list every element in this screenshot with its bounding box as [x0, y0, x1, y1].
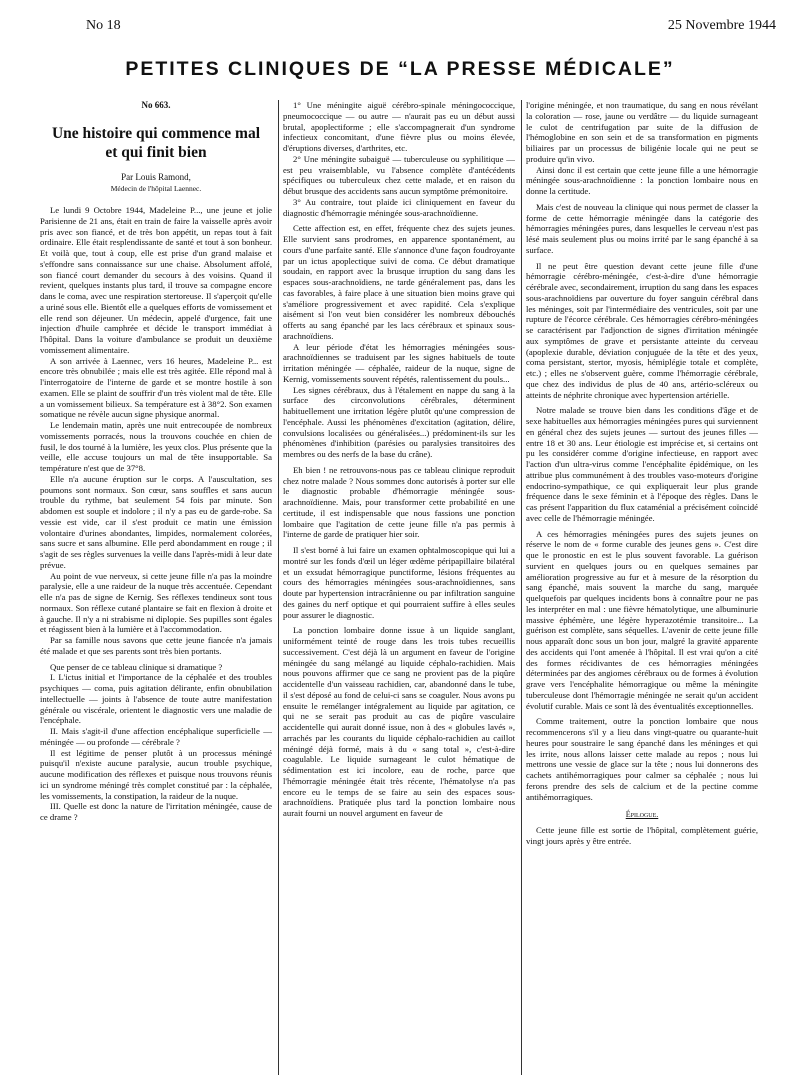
column-3	[526, 100, 758, 1075]
paragraph: Il est légitime de penser plutôt à un processus méningé puisqu'il n'existe aucune paralysie, aucun trouble psychique, aucune modification des réflexes et puisque nous trouvons réunis ici un syndrome méningé très complet constitué par : la céphalée, les vomissements, la constipation, la raideur de la nuque.	[40, 747, 272, 801]
author-affiliation: Médecin de l'hôpital Laennec.	[110, 184, 202, 193]
article-number: No 663.	[141, 100, 171, 110]
paragraph: Le lundi 9 Octobre 1944, Madeleine P..., une jeune et jolie Parisienne de 21 ans, était en train de faire la vaisselle après avoir pris avec son fiancé, et de très bon appétit, un repas tout à fait ordinaire. Elle était resplendissante de santé et tout à son bonheur. Et voilà que, tout à coup, elle est prise d'un grand malaise et s'effondre sans connaissance sur une chaise. Absolument affolé, son fiancé court demander du secours à des voisins. Quand il revient, quelques instants plus tard, il trouve sa compagne encore dans le coma, avec une respiration stertoreuse. Il s'aperçoit qu'elle a uriné sous elle. Bientôt elle a quelques efforts de vomissement et elle rend son déjeuner. Un médecin, appelé d'urgence, fait une injection d'huile camphrée et décide le transport immédiat à l'hôpital. Dans la voiture d'ambulance se produit un deuxième vomissement alimentaire.	[40, 205, 272, 355]
title-line-2: et qui finit bien	[105, 144, 207, 161]
paragraph: A ces hémorragies méningées pures des sujets jeunes on réserve le nom de « forme curable des jeunes gens ». C'est dire que le pronostic en est le plus souvent favorable. La guérison survient en quelques jours ou en quelques semaines par amélioration progressive au fur et à mesure de la résorption du sang épanché, mais souvent la marche du sang, marquée quelquefois par quelques incidents bons à connaître pour ne pas les interpréter en mal : une fièvre hématolytique, une albuminurie massive éphémère, une légère hyperazotémie transitoire... La guérison est complète, sans séquelles. L'avenir de cette jeune fille nous apparaît donc sous un bon jour, malgré la gravité apparente des accidents qui l'ont amenée à l'hôpital. Il est vrai qu'on a cité des formes récidivantes de ces hémorragies méningées déterminées par des angiomes cérébraux ou de formes à évolution grave vers l'encéphalite hémorragique ou même la méningite tuberculeuse dont l'hémorragie méningée ne serait qu'un accident évolutif curable. Mais ce sont là des éventualités exceptionnelles.	[526, 528, 758, 711]
article-body	[40, 100, 758, 1075]
journal-title: PETITES CLINIQUES DE “LA PRESSE MÉDICALE”	[125, 58, 675, 80]
paragraph: A son arrivée à Laennec, vers 16 heures, Madeleine P... est encore très obnubilée ; mais elle est très agitée. Elle répond mal à l'interrogatoire de l'interne de garde et se montre hostile à son examen. Elle se plaint de souffrir d'un très violent mal de tête. Elle a un vomissement bilieux. Sa température est à 38°2. Son examen somatique ne révèle aucun signe physique anormal.	[40, 355, 272, 420]
paragraph: A leur période d'état les hémorragies méningées sous-arachnoïdiennes se traduisent par les signes habituels de toute irritation méningée — céphalée, raideur de la nuque, signe de Kernig, vomissements souvent répétés, ralentissement du pouls...	[283, 341, 515, 384]
article-title	[40, 124, 272, 162]
issue-date: 25 Novembre 1944	[667, 18, 776, 33]
paragraph: Que penser de ce tableau clinique si dramatique ?	[50, 661, 223, 672]
paragraph: Il s'est borné à lui faire un examen ophtalmoscopique qui lui a montré sur les fonds d'œil un léger œdème péripapillaire bilatéral et un exsudat hémorragique punctiforme, lésions fréquentes au cours des hémorragies méningées sous-arachnoïdiennes, sans doute par hypertension intracrânienne ou par infiltration sanguine des gaines du nerf optique et qui pourraient suffire à elles seules pour assurer le diagnostic.	[283, 545, 515, 620]
column-rule	[278, 100, 279, 1075]
paragraph: Mais c'est de nouveau la clinique qui nous permet de classer la forme de cette hémorragie méningée dans la catégorie des hémorragies méningées pures, dans lesquelles le cerveau n'est pas lésé mais seulement plus ou moins irrité par le sang épanché à sa surface.	[526, 201, 758, 255]
paragraph: I. L'ictus initial et l'importance de la céphalée et des troubles psychiques — coma, puis agitation délirante, enfin obnubilation intellectuelle — joints à l'absence de toute autre manifestation générale ou viscérale, orientent le diagnostic vers une maladie de l'encéphale.	[40, 672, 272, 726]
paragraph: Par sa famille nous savons que cette jeune fiancée n'a jamais été malade et que ses parents sont très bien portants.	[40, 635, 272, 656]
title-line-1: Une histoire qui commence mal	[51, 125, 261, 142]
paragraph: Cette jeune fille est sortie de l'hôpital, complètement guérie, vingt jours après y être entrée.	[526, 825, 758, 846]
issue-number: No 18	[86, 18, 121, 33]
author-byline: Par Louis Ramond,	[121, 172, 191, 182]
running-header	[24, 18, 776, 38]
paragraph: Ainsi donc il est certain que cette jeune fille a une hémorragie méningée sous-arachnoïdienne : la ponction lombaire nous en donne la certitude.	[526, 164, 758, 196]
paragraph: Elle n'a aucune éruption sur le corps. A l'auscultation, ses poumons sont normaux. Son cœur, sans souffles et sans aucun trouble du rythme, bat seulement 54 fois par minute. Son abdomen est souple et indolore ; il n'y a pas eu de garde-robe. Sa vessie est vide, car il s'est produit ce matin une émission volontaire d'urines abondantes, limpides, normalement colorées, sans sucre et sans albumine. Elle perd abondamment en rouge ; il s'agit de ses règles survenues la veille dans l'après-midi à leur date prévue.	[40, 473, 272, 570]
paragraph: l'origine méningée, et non traumatique, du sang en nous révélant la coloration — rose, jaune ou verdâtre — du liquide surnageant le culot de centrifugation par suite de la diffusion de l'hémoglobine en son sein et de sa transformation en pigments biliaires par un processus de biligénie locale qui ne peut se produire qu'in vivo.	[526, 100, 758, 164]
paragraph: II. Mais s'agit-il d'une affection encéphalique superficielle — méningée — ou profonde — cérébrale ?	[40, 726, 272, 747]
column-1	[40, 100, 272, 1075]
paragraph: Eh bien ! ne retrouvons-nous pas ce tableau clinique reproduit chez notre malade ? Nous sommes donc autorisés à porter sur elle le diagnostic probable d'hémorragie méningée sous-arachnoïdienne. Mais, pour transformer cette probabilité en une certitude, il est indispensable que nous fassions une ponction lombaire que l'agitation de cette jeune fille n'a pas permis à l'interne de garde de pratiquer hier soir.	[283, 464, 515, 540]
paragraph: 2° Une méningite subaiguë — tuberculeuse ou syphilitique — est peu vraisemblable, vu l'absence complète d'antécédents spécifiques ou tuberculeux chez cette malade, et en raison du début brusque des accidents sans aucun symptôme prémonitoire.	[283, 153, 515, 196]
paragraph: Au point de vue nerveux, si cette jeune fille n'a pas la moindre paralysie, elle a une raideur de la nuque très accentuée. Cependant elle n'a pas de signe de Kernig. Ses réflexes tendineux sont tous normaux. Son réflexe cutané plantaire se fait en flexion à droite et à gauche. Il n'y a ni strabisme ni diplopie. Ses pupilles sont égales et réagissent bien à la lumière et à l'accommodation.	[40, 570, 272, 635]
paragraph: Comme traitement, outre la ponction lombaire que nous recommencerons s'il y a lieu dans vingt-quatre ou quarante-huit heures pour soustraire le sang épanché dans les méninges et qui les irrite, nous allons laisser cette malade au repos ; nous lui mettrons une vessie de glace sur la tête ; nous lui donnerons des cachets antihémorragiques pour calmer sa céphalée ; nous lui ferons prendre des sels de calcium et de la pectine comme antihémorragiques.	[526, 716, 758, 802]
paragraph: Il ne peut être question devant cette jeune fille d'une hémorragie cérébro-méningée, c'est-à-dire d'une hémorragie cérébrale avec, secondairement, irruption du sang dans les espaces sous-arachnoïdiens par ouverture du foyer sanguin cérébral dans les méninges, soit par l'intermédiaire des ventricules, soit par une rupture de l'écorce cérébrale. Ces hémorragies cérébro-méningées se caractérisent par l'adjonction de signes d'irritation méningée aux symptômes de grave et persistante atteinte du cerveau (apoplexie durable, déviation conjuguée de la tête et des yeux, coma persistant, stertor, myosis, hémiplégie totale et complète, etc.) ; elles ne s'observent guère, comme l'hémorragie cérébrale, que chez des individus de plus de 40 ans, artério-scléreux ou atteints de néphrite chronique avec hypertension artérielle.	[526, 260, 758, 400]
paragraph: La ponction lombaire donne issue à un liquide sanglant, uniformément teinté de rouge dans les trois tubes recueillis successivement. C'est déjà là un argument en faveur de l'origine méningée du sang mélangé au liquide céphalo-rachidien. Mais nous pouvons affirmer que ce sang ne provient pas de la piqûre accidentelle d'un vaisseau rachidien, car, abandonné dans le tube, il s'est déposé au fond de celui-ci sans se coaguler. Nous avons pu ensuite le remélanger intégralement au liquide par agitation, ce qui ne se serait pas produit au cas de piqûre vasculaire accidentelle qui aurait donné issue, non à des « globules lavés », arrachés par les courants du liquide céphalo-rachidien au caillot méningé déjà formé, mais à du « sang total », c'est-à-dire coagulable. Le liquide surnageant le culot hématique de sédimentation est ici incolore, eau de roche, parce que l'hémorragie méningée était très récente, l'hématolyse n'a pas encore eu le temps de se faire au sein des espaces sous-arachnoïdiens. Pratiquée plus tard la ponction lombaire nous aurait fourni un nouvel argument en faveur de	[283, 625, 515, 818]
paragraph: 1° Une méningite aiguë cérébro-spinale méningococcique, pneumococcique — ou autre — n'aurait pas eu un début aussi brutal, apoplectiforme ; elle s'accompagnerait d'un syndrome infectieux concomitant, d'une fièvre plus ou moins élevée, d'éruptions diverses, d'arthrites, etc.	[283, 100, 515, 153]
epilogue-heading: Épilogue.	[625, 810, 659, 820]
paragraph: Cette affection est, en effet, fréquente chez des sujets jeunes. Elle survient sans prodromes, en apparence spontanément, au cours d'une parfaite santé. Elle s'annonce d'une façon foudroyante par un ictus apoplectique suivi de coma. Ce début dramatique soudain, en rapport avec la brusque irruption du sang dans les espaces sous-arachnoïdiens, ne tarde généralement pas, dans les cas favorables, à faire place à une situation bien moins grave qui s'améliore progressivement et avec rapidité. Cela s'explique aisément si l'on veut bien considérer les nombreux débouchés offerts au sang épanché par les lacs cérébraux et spinaux sous-arachnoïdiens.	[283, 223, 515, 341]
column-2	[283, 100, 515, 1075]
paragraph: 3° Au contraire, tout plaide ici cliniquement en faveur du diagnostic d'hémorragie méningée sous-arachnoïdienne.	[283, 196, 515, 218]
paragraph: Le lendemain matin, après une nuit entrecoupée de nombreux vomissements porracés, nous la trouvons couchée en chien de fusil, le dos tourné à la lumière, les yeux clos. Plus présente que la veille, elle accuse toujours un mal de tête insupportable. Sa température n'est que de 37°8.	[40, 420, 272, 473]
paragraph: III. Quelle est donc la nature de l'irritation méningée, cause de ce drame ?	[40, 801, 272, 822]
column-rule	[521, 100, 522, 1075]
paragraph: Les signes cérébraux, dus à l'étalement en nappe du sang à la surface des circonvolutions cérébrales, déterminent habituellement une irritation légère plutôt qu'une compression de l'encéphale. Aussi les phénomènes d'excitation (agitation, délire, convulsions localisées ou généralisées...) prédominent-ils sur les phénomènes d'inhibition (parésies ou paralysies transitoires des membres ou des nerfs de la base du crâne).	[283, 384, 515, 459]
paragraph: Notre malade se trouve bien dans les conditions d'âge et de sexe habituelles aux hémorragies méningées pures qui surviennent en général chez des sujets jeunes — surtout des jeunes filles — entre 18 et 30 ans. Leur étiologie est imprécise et, si certains ont pu les considérer comme d'origine infectieuse, en rapport avec l'action d'un ultra-virus comme l'encéphalite épidémique, on les attribue plus communément à des troubles vaso-moteurs d'origine endocrino-sympathique, ce qui expliquerait leur plus grande fréquence dans le sexe féminin et à l'époque des règles. Dans le cas présent l'apparition du flux cataménial a précisément coïncidé avec celle de l'hémorragie méningée.	[526, 405, 758, 523]
